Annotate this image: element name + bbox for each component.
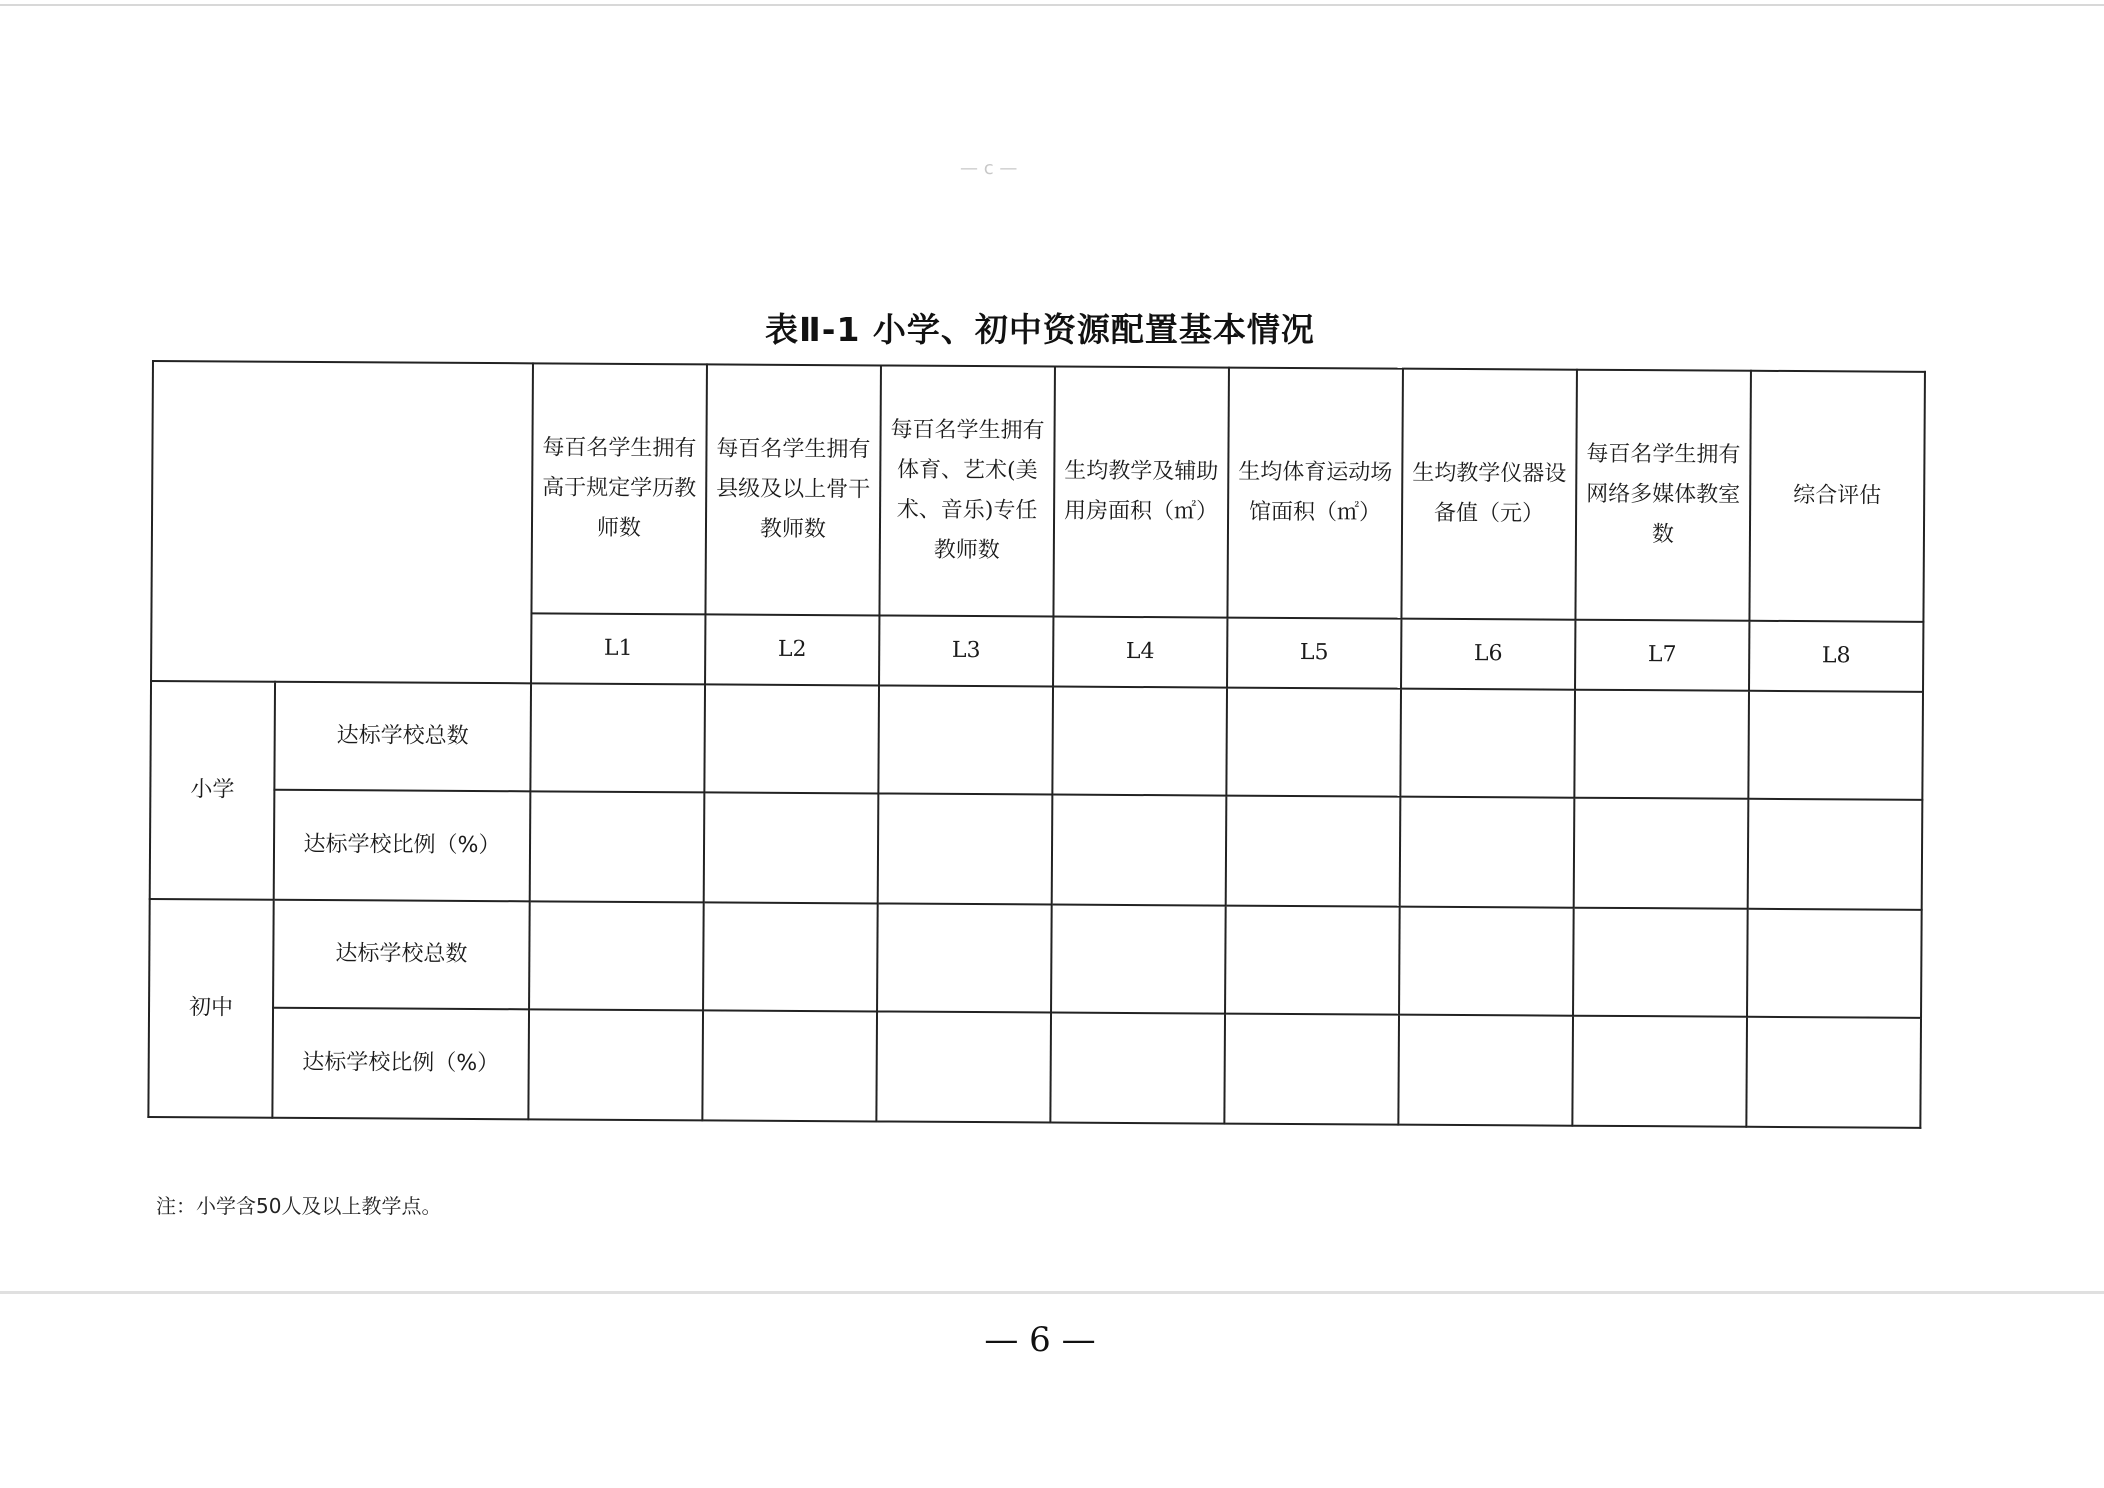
- data-cell: [1574, 798, 1749, 909]
- data-cell: [1052, 687, 1227, 796]
- row-label-junior-count: 达标学校总数: [273, 900, 530, 1010]
- row-label-junior-ratio: 达标学校比例（%）: [272, 1008, 529, 1120]
- page-number: — 6 —: [984, 1320, 1096, 1360]
- corner-cell: [151, 361, 533, 683]
- column-header-l1: 每百名学生拥有高于规定学历教师数: [531, 363, 707, 614]
- resource-allocation-table: [147, 360, 1926, 1129]
- column-code-l2: L2: [705, 614, 879, 685]
- data-cell: [529, 901, 704, 1010]
- data-cell: [1051, 905, 1226, 1014]
- column-header-l8: 综合评估: [1749, 371, 1925, 622]
- group-label-primary: 小学: [150, 681, 275, 900]
- data-cell: [530, 683, 705, 792]
- table-footnote: 注：小学含50人及以上教学点。: [156, 1194, 442, 1218]
- table-row: [150, 681, 1923, 800]
- table-title: 表Ⅱ-1 小学、初中资源配置基本情况: [765, 310, 1315, 349]
- column-code-l7: L7: [1575, 620, 1749, 691]
- scan-edge-top: [0, 4, 2104, 6]
- column-header-l3: 每百名学生拥有体育、艺术(美术、音乐)专任教师数: [879, 365, 1055, 616]
- data-cell: [1399, 907, 1574, 1016]
- data-cell: [528, 1009, 703, 1120]
- data-cell: [1572, 1016, 1747, 1127]
- header-row: [151, 361, 1924, 622]
- column-code-l4: L4: [1053, 617, 1227, 688]
- scan-edge-bottom: [0, 1291, 2104, 1294]
- data-cell: [1748, 691, 1923, 800]
- data-cell: [1746, 1017, 1921, 1128]
- row-label-primary-ratio: 达标学校比例（%）: [274, 790, 531, 902]
- data-cell: [704, 792, 879, 903]
- data-cell: [1052, 795, 1227, 906]
- data-cell: [1226, 688, 1401, 797]
- data-cell: [1400, 797, 1575, 908]
- data-cell: [1573, 908, 1748, 1017]
- column-header-l5: 生均体育运动场馆面积（㎡）: [1227, 368, 1403, 619]
- data-cell: [1224, 1014, 1399, 1125]
- scan-artifact: — c —: [960, 158, 1018, 179]
- data-cell: [1226, 796, 1401, 907]
- column-code-l6: L6: [1401, 619, 1575, 690]
- data-cell: [878, 793, 1053, 904]
- data-cell: [1225, 906, 1400, 1015]
- column-header-l6: 生均教学仪器设备值（元）: [1401, 369, 1577, 620]
- column-header-l4: 生均教学及辅助用房面积（㎡）: [1053, 367, 1229, 618]
- row-label-primary-count: 达标学校总数: [274, 682, 531, 792]
- data-cell: [530, 791, 705, 902]
- data-cell: [1748, 799, 1923, 910]
- column-code-l1: L1: [531, 613, 705, 684]
- table-row: [148, 1007, 1921, 1128]
- data-cell: [1574, 690, 1749, 799]
- data-cell: [1400, 689, 1575, 798]
- column-header-l7: 每百名学生拥有网络多媒体教室数: [1575, 370, 1751, 621]
- data-cell: [1050, 1013, 1225, 1124]
- table-row: [150, 789, 1923, 910]
- column-code-l3: L3: [879, 615, 1053, 686]
- data-cell: [878, 685, 1053, 794]
- group-label-junior: 初中: [148, 899, 273, 1118]
- data-cell: [876, 1011, 1051, 1122]
- data-cell: [1747, 909, 1922, 1018]
- column-code-l8: L8: [1749, 621, 1923, 692]
- column-code-l5: L5: [1227, 618, 1401, 689]
- data-cell: [1398, 1015, 1573, 1126]
- column-header-l2: 每百名学生拥有县级及以上骨干教师数: [705, 364, 881, 615]
- table-row: [149, 899, 1922, 1018]
- data-cell: [702, 1010, 877, 1121]
- data-cell: [703, 902, 878, 1011]
- data-cell: [877, 903, 1052, 1012]
- data-cell: [704, 684, 879, 793]
